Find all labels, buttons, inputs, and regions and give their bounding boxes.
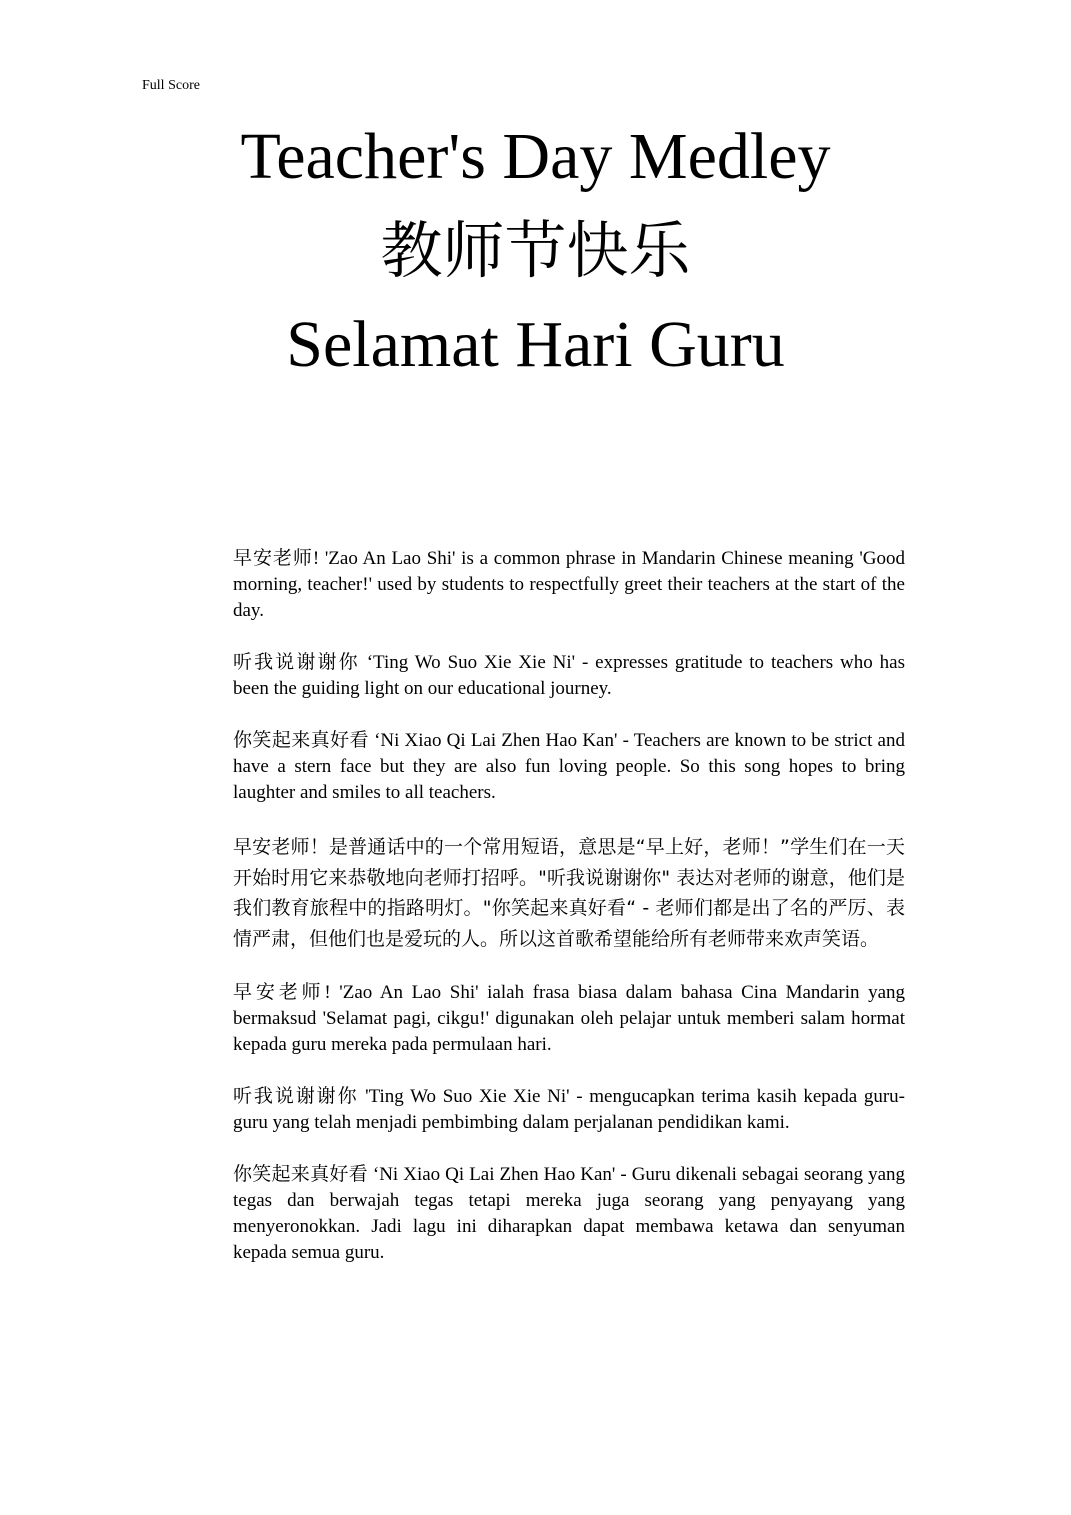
title-malay: Selamat Hari Guru <box>286 308 785 381</box>
title-block <box>0 112 1071 390</box>
paragraph-english-greeting: 早安老师! 'Zao An Lao Shi' is a common phrase in Mandarin Chinese meaning 'Good morning, teacher!' used by students to respectfully greet their teachers at the start of the day. <box>233 548 905 621</box>
paragraph-english-smile: 你笑起来真好看 ‘Ni Xiao Qi Lai Zhen Hao Kan' - Teachers are known to be strict and have a stern face but they are also fun loving people. So this song hopes to bring laughter and smiles to all teachers. <box>233 730 905 803</box>
program-notes <box>233 546 905 1292</box>
paragraph-english-gratitude: 听我说谢谢你 ‘Ting Wo Suo Xie Xie Ni' - expresses gratitude to teachers who has been the guiding light on our educational journey. <box>233 652 905 699</box>
paragraph-malay-smile: 你笑起来真好看 ‘Ni Xiao Qi Lai Zhen Hao Kan' - Guru dikenali sebagai seorang yang tegas dan berwajah tegas tetapi mereka juga seorang yang penyayang yang menyeronokkan. Jadi lagu ini diharapkan dapat membawa ketawa dan senyuman kepada semua guru. <box>233 1164 905 1263</box>
title-english: Teacher's Day Medley <box>240 120 831 193</box>
title-chinese: 教师节快乐 <box>380 214 691 287</box>
paragraph-chinese: 早安老师！是普通话中的一个常用短语，意思是“早上好，老师！”学生们在一天开始时用它来恭敬地向老师打招呼。"听我说谢谢你" 表达对老师的谢意，他们是我们教育旅程中的指路明灯。"你笑起来真好看“ - 老师们都是出了名的严厉、表情严肃，但他们也是爱玩的人。所以这首歌希望能给所有老师带来欢声笑语。 <box>233 836 905 950</box>
paragraph-malay-gratitude: 听我说谢谢你 'Ting Wo Suo Xie Xie Ni' - mengucapkan terima kasih kepada guru-guru yang telah menjadi pembimbing dalam perjalanan pendidikan kami. <box>233 1086 905 1133</box>
full-score-label: Full Score <box>142 78 200 93</box>
paragraph-malay-greeting: 早安老师! 'Zao An Lao Shi' ialah frasa biasa dalam bahasa Cina Mandarin yang bermaksud 'Selamat pagi, cikgu!' digunakan oleh pelajar untuk memberi salam hormat kepada guru mereka pada permulaan hari. <box>233 982 905 1055</box>
